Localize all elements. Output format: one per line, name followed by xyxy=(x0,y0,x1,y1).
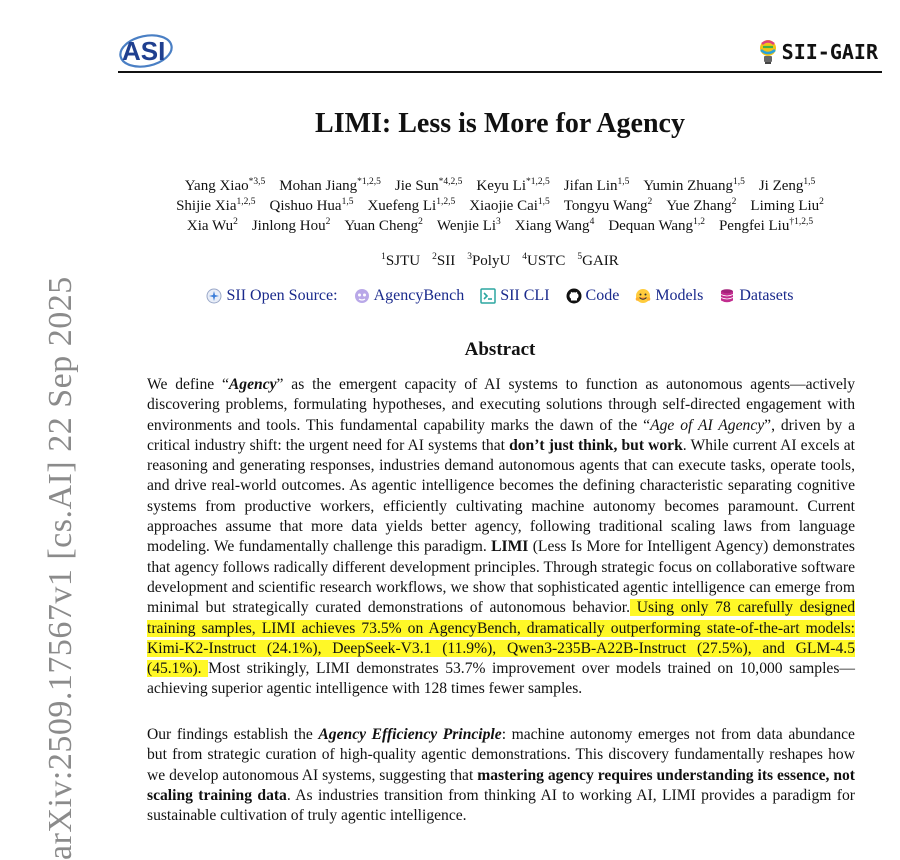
author-name-text: Yuan Cheng xyxy=(344,218,419,234)
author-name xyxy=(469,198,550,214)
author-name xyxy=(176,198,255,214)
sii-gair-logo xyxy=(757,38,878,66)
svg-text:ASI: ASI xyxy=(122,36,166,66)
affiliation-name: GAIR xyxy=(582,253,619,269)
abstract-text-segment: LIMI xyxy=(491,538,529,556)
abstract-paragraph-2 xyxy=(147,725,855,826)
author-name-text: Yumin Zhuang xyxy=(643,178,733,194)
abstract-paragraph-1 xyxy=(147,375,855,700)
abstract-text-segment: Age of AI Agency xyxy=(650,416,765,434)
abstract-text-segment: : machine autonomy emerges not from data abundance but from strategic curation of high-quality agentic demonstrations. This discovery fundamentally reshapes how we develop autonomous AI systems, suggesting that xyxy=(147,726,855,784)
author-name-text: Tongyu Wang xyxy=(563,198,648,214)
author-affiliation-mark: *3,5 xyxy=(248,177,266,187)
abstract-text-segment: ” as the emergent capacity of AI systems to function as autonomous agents—actively discovering problems, formulating hypotheses, and executing solutions through self-directed engagement with environments and tools. This fundamental capability marks the dawn of the “ xyxy=(147,376,855,434)
author-affiliation-mark: 1,5 xyxy=(617,177,630,187)
author-name xyxy=(367,198,455,214)
author-name-text: Qishuo Hua xyxy=(269,198,342,214)
author-name-text: Xiang Wang xyxy=(514,218,590,234)
github-icon xyxy=(566,288,582,304)
resource-links xyxy=(118,287,882,305)
affiliation-mark: 5 xyxy=(577,252,583,262)
author-name xyxy=(759,178,815,194)
abstract-heading: Abstract xyxy=(464,339,536,360)
agency-bench-icon xyxy=(354,288,370,304)
author-name xyxy=(187,218,238,234)
hugging-face-icon xyxy=(635,288,651,304)
sii-open-source-link[interactable]: SII Open Source: xyxy=(206,287,337,305)
terminal-icon xyxy=(480,288,496,304)
author-name-text: Yang Xiao xyxy=(184,178,249,194)
affiliation-mark: 2 xyxy=(432,252,437,262)
author-name xyxy=(608,218,705,234)
author-affiliation-mark: 3 xyxy=(496,217,501,227)
affiliation-list xyxy=(118,253,882,270)
author-name-text: Jinlong Hou xyxy=(251,218,326,234)
author-line xyxy=(118,176,882,196)
author-affiliation-mark: †1,2,5 xyxy=(789,217,814,227)
lightbulb-icon xyxy=(757,38,779,66)
author-line xyxy=(118,196,882,216)
author-name xyxy=(666,198,736,214)
author-name xyxy=(252,218,331,234)
author-affiliation-mark: 2 xyxy=(418,217,423,227)
affiliation xyxy=(381,253,420,269)
author-name xyxy=(643,178,744,194)
abstract-text-segment: We define “ xyxy=(147,376,229,393)
author-name-text: Jifan Lin xyxy=(563,178,618,194)
agencybench-link[interactable]: AgencyBench xyxy=(354,287,465,305)
author-list xyxy=(118,176,882,236)
author-affiliation-mark: 2 xyxy=(819,197,824,207)
author-affiliation-mark: 1,2,5 xyxy=(236,197,256,207)
author-name xyxy=(719,218,813,234)
abstract-text-segment: mastering agency requires understanding its essence, not scaling training data xyxy=(147,766,855,804)
affiliation-name: SII xyxy=(436,253,456,269)
author-affiliation-mark: 1,2,5 xyxy=(436,197,456,207)
author-affiliation-mark: 1,5 xyxy=(341,197,354,207)
sparkle-icon xyxy=(206,288,222,304)
author-affiliation-mark: 1,5 xyxy=(803,177,816,187)
abstract-text-segment: . As industries transition from thinking AI to working AI, LIMI provides a paradigm for sustainable cultivation of truly agentic intelligence. xyxy=(147,786,855,825)
abstract-text-segment: Our findings establish the xyxy=(147,726,319,743)
author-affiliation-mark: 2 xyxy=(233,217,238,227)
author-name xyxy=(564,178,630,194)
author-affiliation-mark: 1,5 xyxy=(537,197,550,207)
header-rule xyxy=(118,71,882,73)
abstract-text-segment: ”, driven by a critical industry shift: the urgent need for AI systems that xyxy=(147,416,855,454)
author-name xyxy=(185,178,266,194)
author-name-text: Ji Zeng xyxy=(758,178,804,194)
author-name xyxy=(564,198,652,214)
author-name xyxy=(476,178,549,194)
datasets-link[interactable]: Datasets xyxy=(719,287,793,305)
paper-title: LIMI: Less is More for Agency xyxy=(315,108,685,139)
author-name xyxy=(270,198,354,214)
author-name-text: Keyu Li xyxy=(476,178,526,194)
sii-cli-link[interactable]: SII CLI xyxy=(480,287,549,305)
author-affiliation-mark: 2 xyxy=(325,217,331,227)
author-name xyxy=(279,178,381,194)
database-icon xyxy=(719,288,735,304)
author-name-text: Wenjie Li xyxy=(436,218,497,234)
arxiv-identifier: arXiv:2509.17567v1 [cs.AI] 22 Sep 2025 xyxy=(42,276,79,860)
author-name xyxy=(750,198,824,214)
author-name-text: Yue Zhang xyxy=(666,198,732,214)
affiliation-name: PolyU xyxy=(471,253,511,269)
author-affiliation-mark: 2 xyxy=(647,197,653,207)
abstract-text-segment: (Less Is More for Intelligent Agency) demonstrates that agency follows radically different development principles. Through strategic focus on collaborative software development and scientific research workflows, we show that sophisticated agentic intelligence can emerge from minimal but strategically curated demonstrations of autonomous behavior. xyxy=(147,538,855,617)
author-affiliation-mark: 4 xyxy=(589,217,595,227)
affiliation-name: SJTU xyxy=(385,253,421,269)
author-line xyxy=(118,216,882,236)
affiliation xyxy=(577,253,618,269)
author-name xyxy=(344,218,423,234)
author-name xyxy=(437,218,501,234)
abstract-text-segment: Agency xyxy=(228,376,277,393)
affiliation xyxy=(432,253,455,269)
author-affiliation-mark: *1,2,5 xyxy=(526,177,550,187)
author-name-text: Pengfei Liu xyxy=(718,218,790,234)
author-affiliation-mark: *1,2,5 xyxy=(357,177,381,187)
affiliation xyxy=(522,253,565,269)
author-name-text: Xuefeng Li xyxy=(367,198,437,214)
author-affiliation-mark: *4,2,5 xyxy=(438,177,463,187)
author-name-text: Xiaojie Cai xyxy=(469,198,538,214)
asi-logo xyxy=(118,30,180,70)
affiliation-name: USTC xyxy=(527,253,566,269)
author-name-text: Xia Wu xyxy=(186,218,234,234)
affiliation-mark: 4 xyxy=(522,252,528,262)
models-link[interactable]: Models xyxy=(635,287,703,305)
author-name-text: Shijie Xia xyxy=(176,198,237,214)
author-name-text: Dequan Wang xyxy=(608,218,694,234)
affiliation xyxy=(467,253,510,269)
abstract-text-segment: . While current AI excels at reasoning and generating responses, industries demand autonomous agents that can execute tasks, operate tools, and drive real-world outcomes. As agentic intelligence becomes the defining characteristic separating cognitive systems from productive workers, efficiently cultivating machine autonomy becomes paramount. Current approaches assume that more data yields better agency, following traditional scaling laws from language modeling. We fundamentally challenge this paradigm. xyxy=(147,436,855,556)
affiliation-mark: 3 xyxy=(467,252,472,262)
author-affiliation-mark: 1,5 xyxy=(732,177,745,187)
author-name-text: Jie Sun xyxy=(394,178,439,194)
author-name-text: Mohan Jiang xyxy=(279,178,358,194)
author-name xyxy=(515,218,595,234)
author-affiliation-mark: 2 xyxy=(731,197,737,207)
sii-gair-wordmark: SII-GAIR xyxy=(781,40,878,64)
affiliation-mark: 1 xyxy=(381,252,386,262)
author-name-text: Liming Liu xyxy=(750,198,820,214)
author-affiliation-mark: 1,2 xyxy=(693,217,705,227)
author-name xyxy=(395,178,463,194)
abstract-text-segment: don’t just think, but work xyxy=(509,436,683,454)
abstract-text-segment: Most strikingly, LIMI demonstrates 53.7% improvement over models trained on 10,000 samples—achieving superior agentic intelligence with 128 times fewer samples. xyxy=(147,660,855,698)
highlighted-text: Using only 78 carefully designed training samples, LIMI achieves 73.5% on AgencyBench, dramatically outperforming state-of-the-art models: Kimi-K2-Instruct (24.1%), DeepSeek-V3.1 (11.9%), Qwen3-235B-A22B-Instruct (27.5%), and GLM-4.5 (45.1%). xyxy=(147,599,856,678)
code-link[interactable]: Code xyxy=(566,287,620,305)
abstract-text-segment: Agency Efficiency Principle xyxy=(318,726,502,743)
